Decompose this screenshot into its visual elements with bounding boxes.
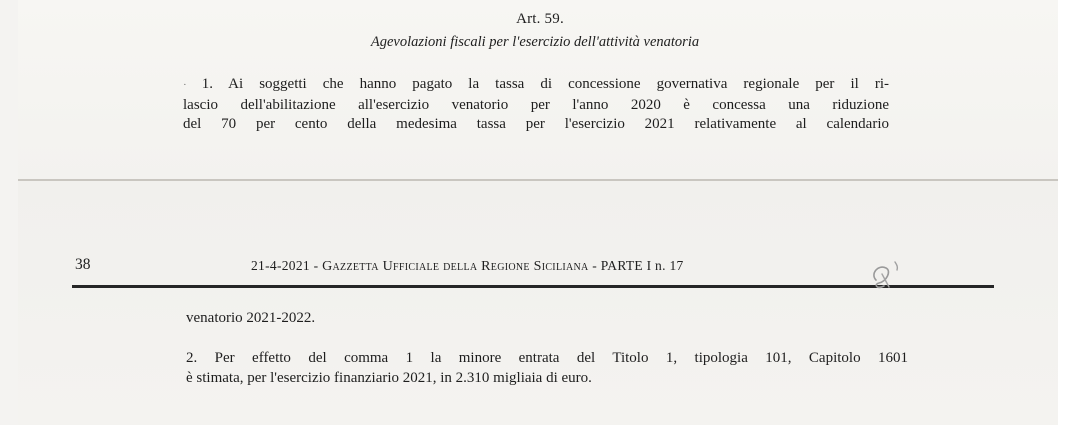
paragraph-2-line-2: è stimata, per l'esercizio finanziario 2021, in 2.310 migliaia di euro. xyxy=(186,369,592,386)
running-head-separator: - xyxy=(588,258,601,273)
paragraph-1-continuation: venatorio 2021-2022. xyxy=(186,310,316,326)
page-header xyxy=(75,256,985,278)
scan-right-margin xyxy=(1058,0,1080,425)
lower-sheet xyxy=(18,181,1058,425)
paragraph-1-line-3: del 70 per cento della medesima tassa per l'esercizio 2021 relativamente al calendario xyxy=(183,116,889,132)
article-subtitle: Agevolazioni fiscali per l'esercizio dell'attività venatoria xyxy=(370,34,700,50)
running-head-part: 21-4-2021 xyxy=(251,258,310,273)
running-head-part: Gazzetta Ufficiale della Regione Siciliana xyxy=(322,259,589,274)
running-head-separator: - xyxy=(309,258,323,273)
paragraph-2 xyxy=(186,349,908,388)
paragraph-1 xyxy=(183,75,889,135)
handwritten-mark-icon xyxy=(862,256,912,296)
paragraph-1-marker: · xyxy=(183,79,202,91)
running-head xyxy=(251,258,684,275)
paragraph-1-line-1: · 1. Ai soggetti che hanno pagato la tassa di concessione governativa regionale per il ri- xyxy=(183,76,889,92)
running-head-part: PARTE I n. 17 xyxy=(600,258,684,273)
article-number: Art. 59. xyxy=(516,11,564,27)
header-rule xyxy=(72,285,994,288)
paragraph-1-line-2: lascio dell'abilitazione all'esercizio venatorio per l'anno 2020 è concessa una riduzione xyxy=(183,96,889,113)
page-number: 38 xyxy=(75,256,91,273)
paragraph-2-line-1: 2. Per effetto del comma 1 la minore entrata del Titolo 1, tipologia 101, Capitolo 1601 xyxy=(186,350,908,366)
scan-left-margin xyxy=(0,0,18,425)
